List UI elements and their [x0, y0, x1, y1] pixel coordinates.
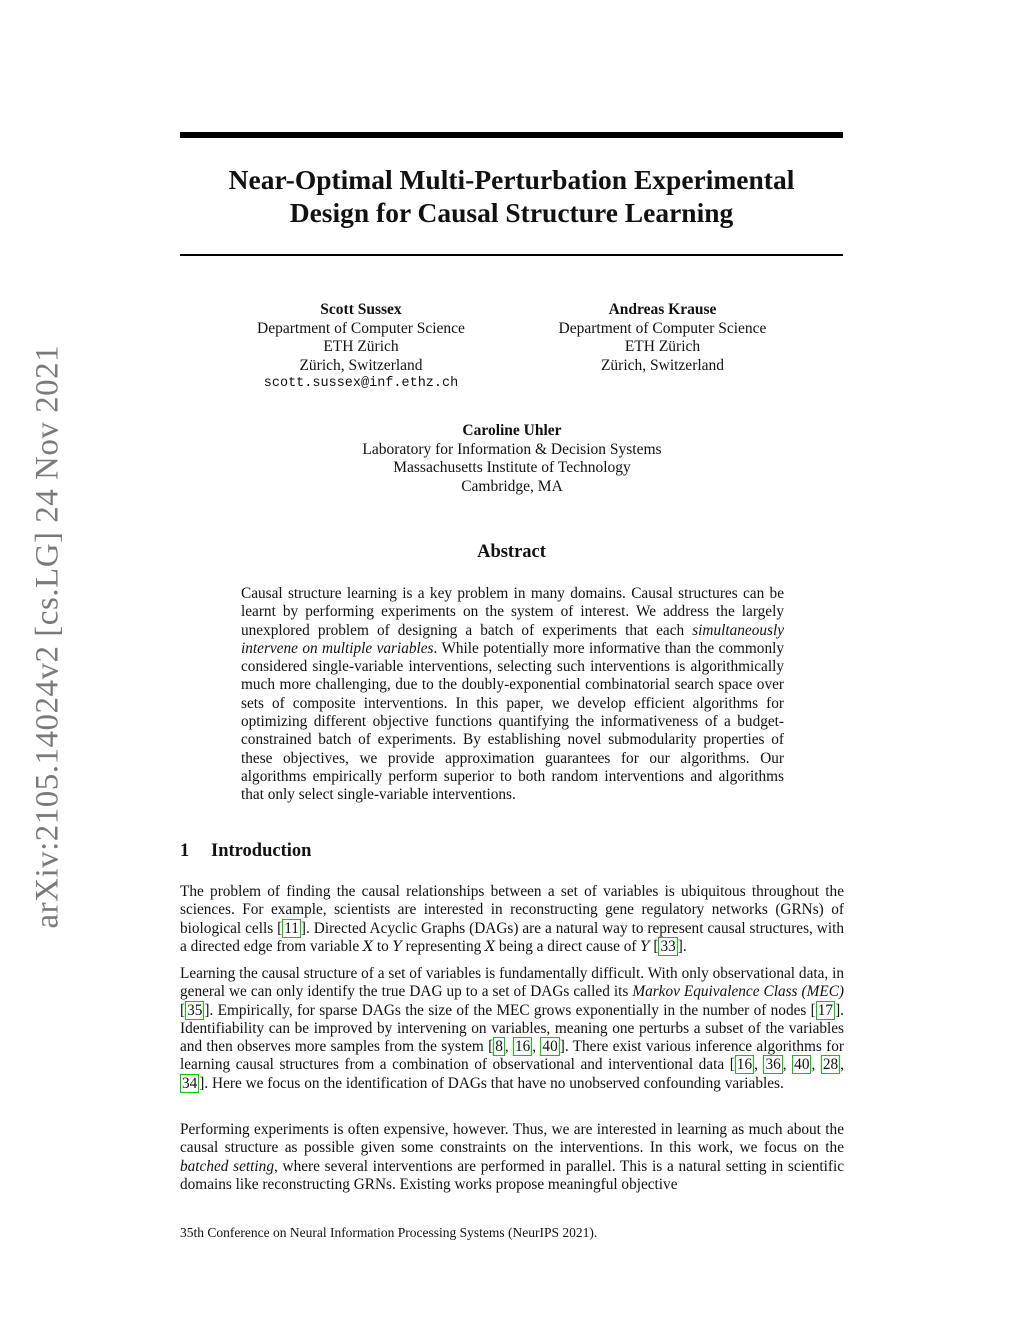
citation-link[interactable]: 40 [794, 1056, 810, 1074]
abstract-text: Causal structure learning is a key problem in many domains. Causal structures can be learnt by performing experiments on the system of interest. We address the largely unexplored problem of designing a batch of experiments that each [241, 585, 784, 639]
body-text: , [532, 1038, 541, 1056]
abstract-emphasis: simultaneously intervene on multiple variables [241, 621, 784, 657]
intro-paragraph-2 [180, 965, 844, 1093]
intro-paragraph-3 [180, 1121, 844, 1194]
citation-link[interactable]: 16 [736, 1056, 753, 1074]
author-email[interactable]: scott.sussex@inf.ethz.ch [263, 376, 459, 391]
author-name: Scott Sussex [320, 301, 402, 318]
math-symbol: Y [640, 938, 650, 955]
math-symbol: X [363, 938, 374, 955]
author-inst: ETH Zürich [323, 338, 399, 355]
abstract-heading: Abstract [477, 542, 546, 562]
body-text: ]. Empirically, for sparse DAGs the size of the MEC grows exponentially in the number of nodes [ [204, 1001, 816, 1019]
author-block-3 [300, 422, 724, 496]
intro-paragraph-1 [180, 883, 844, 956]
citation-link[interactable]: 11 [284, 919, 299, 937]
body-text: The problem of finding the causal relationships between a set of variables is ubiquitous throughout the sciences. For example, scientists are interested in reconstructing gene regulatory networks (GRNs) of biological cells [ [180, 883, 844, 937]
body-text: , where several interventions are performed in parallel. This is a natural setting in scientific domains like reconstructing GRNs. Existing works propose meaningful objective [180, 1157, 844, 1193]
math-symbol: Y [392, 938, 402, 955]
title-top-rule [180, 132, 843, 138]
body-text: ]. Identifiability can be improved by intervening on variables, meaning one perturbs a subset of the variables and then observes more samples from the system [ [180, 1001, 844, 1056]
title-bottom-rule [180, 254, 843, 256]
abstract-text: . While potentially more informative than the commonly considered single-variable interventions, selecting such interventions is algorithmically much more challenging, due to the doubly-exponential combinatorial search space over sets of composite interventions. In this paper, we develop efficient algorithms for optimizing different objective functions quantifying the informativeness of a budget-constrained batch of experiments. By establishing novel submodularity properties of these objectives, we provide approximation guarantees for our algorithms. Our algorithms empirically perform superior to both random interventions and algorithms that only select single-variable interventions. [241, 639, 784, 804]
title-line-1: Near-Optimal Multi-Perturbation Experimental [228, 164, 795, 195]
author-loc: Zürich, Switzerland [299, 356, 423, 374]
body-text: to [373, 937, 393, 955]
citation-link[interactable]: 8 [495, 1038, 503, 1056]
author-dept: Department of Computer Science [257, 319, 465, 337]
body-text: , [754, 1056, 764, 1074]
body-text: [ [180, 1001, 186, 1019]
citation-link[interactable]: 17 [817, 1001, 834, 1019]
body-text: representing [401, 937, 486, 955]
author-block-1 [220, 301, 502, 394]
body-text: ]. Directed Acyclic Graphs (DAGs) are a natural way to represent causal structures, with a directed edge from variable [180, 919, 844, 955]
body-text: ]. There exist various inference algorithms for learning causal structures from a combination of observational and interventional data [ [180, 1038, 844, 1074]
body-emphasis: batched setting [180, 1157, 274, 1175]
author-dept: Department of Computer Science [558, 319, 767, 337]
author-inst: ETH Zürich [624, 338, 701, 355]
body-emphasis: Markov Equivalence Class (MEC) [632, 983, 844, 1001]
citation-link[interactable]: 33 [660, 937, 676, 955]
body-text: , [504, 1038, 513, 1056]
body-text: Performing experiments is often expensive, however. Thus, we are interested in learning as much about the causal structure as possible given some constraints on the interventions. In this work, we focus on the [180, 1121, 844, 1157]
author-inst: Massachusetts Institute of Technology [393, 459, 631, 476]
arxiv-identifier: arXiv:2105.14024v2 [cs.LG] 24 Nov 2021 [29, 344, 66, 929]
conference-footnote: 35th Conference on Neural Information Processing Systems (NeurIPS 2021). [180, 1225, 598, 1240]
author-name: Caroline Uhler [462, 422, 562, 439]
section-title: Introduction [211, 841, 312, 861]
abstract-body [241, 585, 784, 805]
math-symbol: X [485, 938, 496, 955]
citation-link[interactable]: 35 [187, 1001, 203, 1019]
author-loc: Zürich, Switzerland [600, 356, 725, 374]
body-text: , [811, 1056, 821, 1074]
body-text: , [840, 1056, 844, 1074]
section-heading [180, 841, 580, 862]
body-text: ]. [677, 937, 687, 955]
author-name: Andreas Krause [608, 301, 717, 318]
citation-link[interactable]: 36 [765, 1056, 781, 1074]
body-text: , [782, 1056, 793, 1074]
author-block-2 [520, 301, 805, 375]
citation-link[interactable]: 16 [514, 1038, 531, 1056]
citation-link[interactable]: 34 [182, 1074, 198, 1092]
body-text: being a direct cause of [495, 937, 641, 955]
body-text: ]. Here we focus on the identification of DAGs that have no unobserved confounding variables. [199, 1074, 784, 1092]
body-text: Learning the causal structure of a set of variables is fundamentally difficult. With only observational data, in general we can only identify the true DAG up to a set of DAGs called its [180, 965, 844, 1001]
paper-title [180, 163, 843, 229]
author-dept: Laboratory for Information & Decision Systems [362, 440, 662, 458]
section-number: 1 [180, 841, 190, 861]
citation-link[interactable]: 28 [822, 1056, 839, 1074]
author-loc: Cambridge, MA [461, 477, 563, 495]
body-text: [ [649, 937, 659, 955]
citation-link[interactable]: 40 [542, 1038, 558, 1056]
title-line-2: Design for Causal Structure Learning [289, 197, 734, 228]
